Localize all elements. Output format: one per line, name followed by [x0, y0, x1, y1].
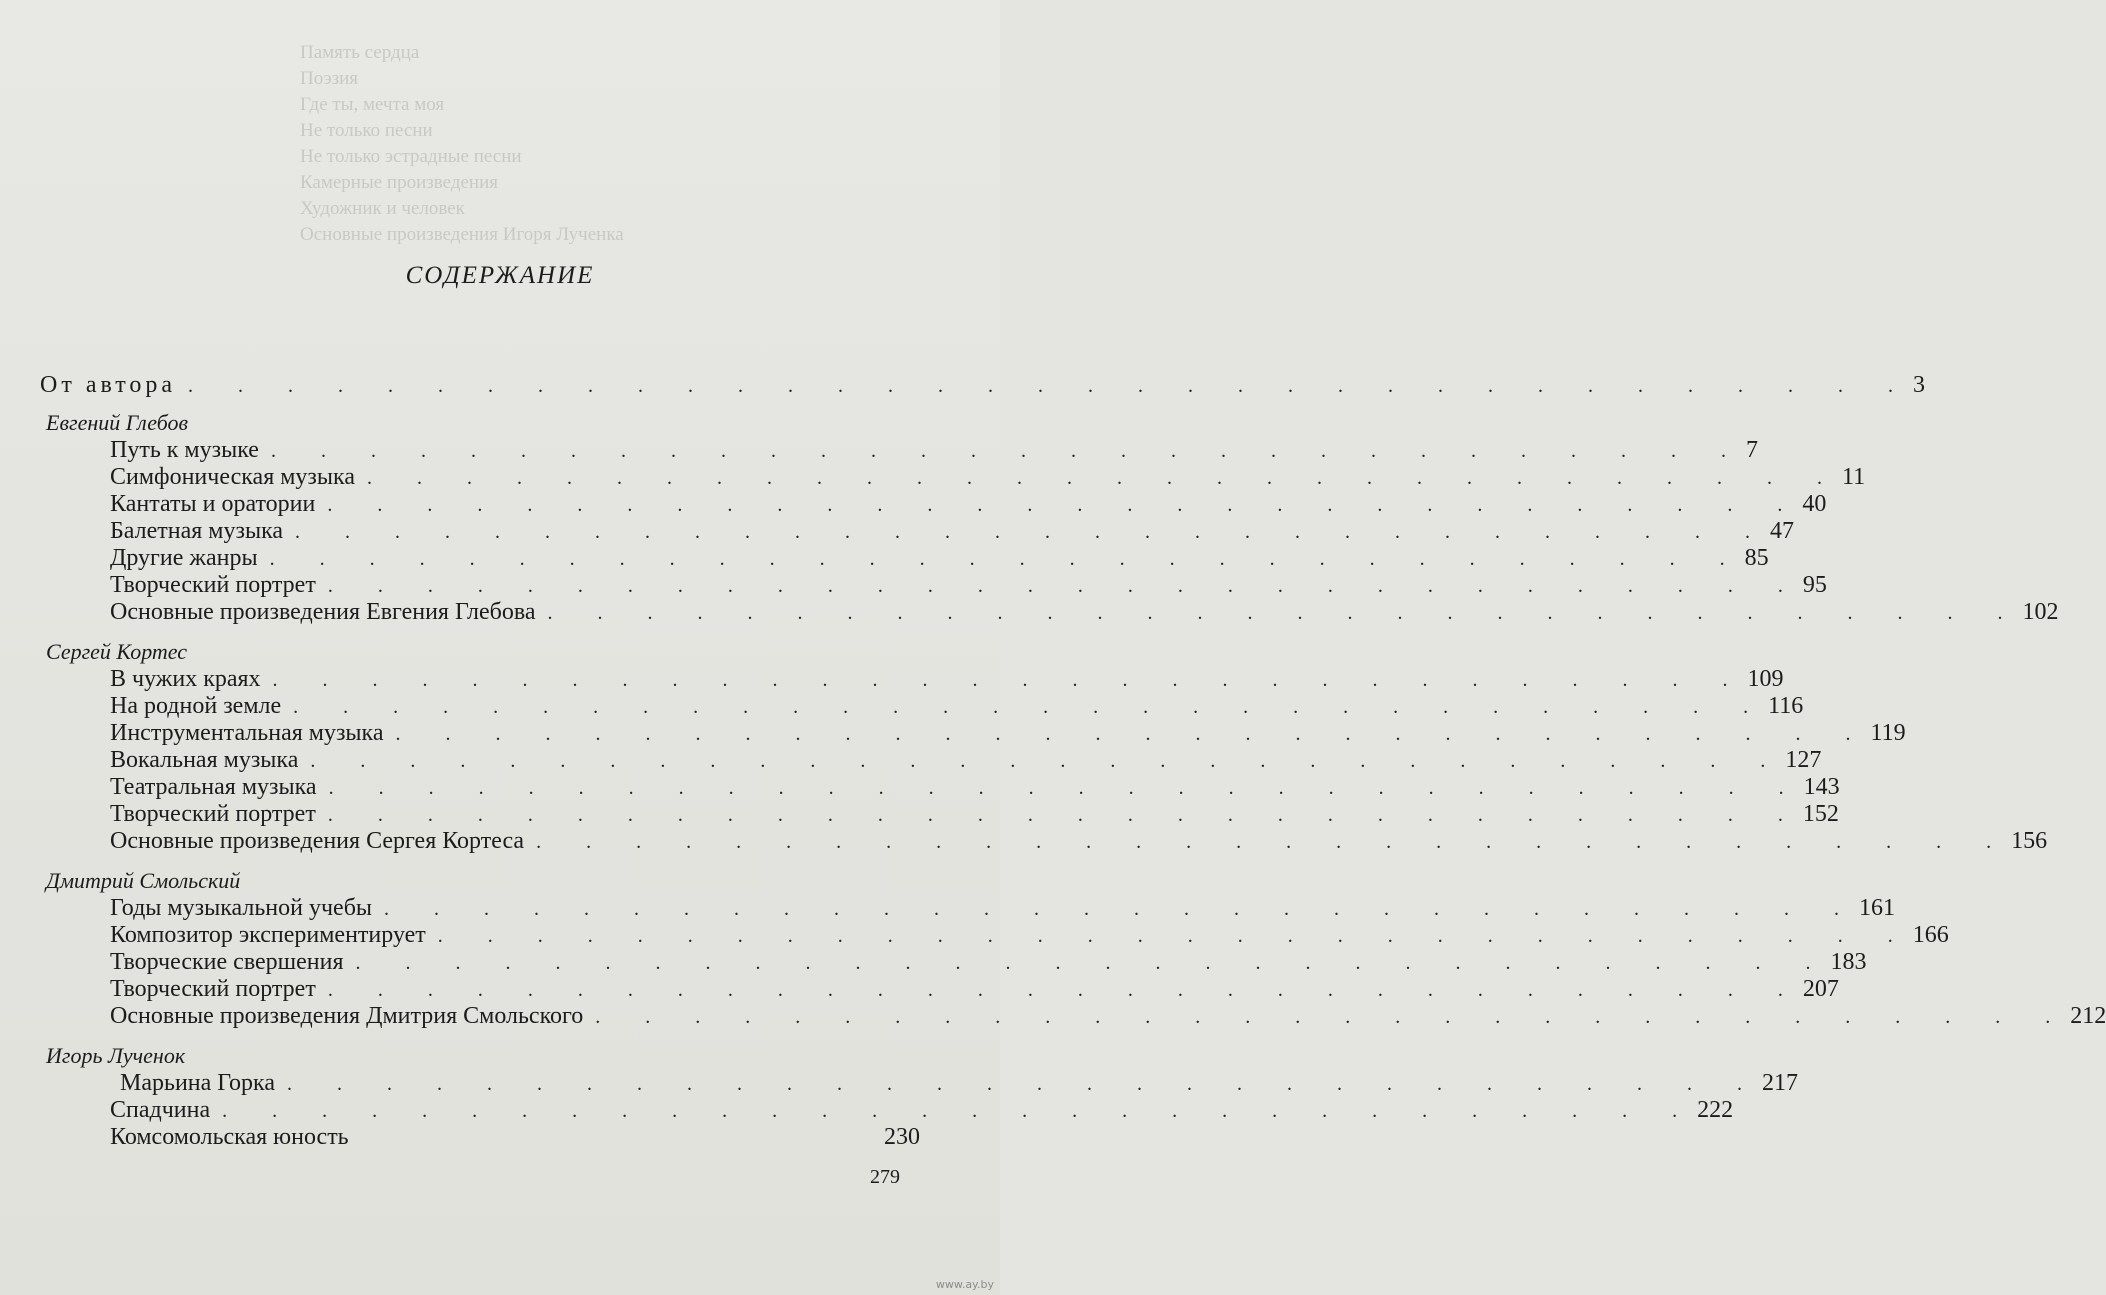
- toc-entry: [40, 666, 1784, 693]
- page-number: 279: [870, 1166, 900, 1188]
- leader-dots: . . . . . . . . . . . . . . . . . . . . . . . . . . . . . .: [395, 723, 1871, 745]
- leader-dots: . . . . . . . . . . . . . . . . . . . . . . . . . . . . . .: [355, 952, 1831, 974]
- toc-entry-page: 109: [1747, 666, 1784, 692]
- toc-entry-label: Симфоническая музыка: [110, 464, 355, 490]
- toc-entry-page: 116: [1768, 693, 1804, 719]
- toc-entry-label: На родной земле: [110, 693, 282, 719]
- toc-entry-label: Основные произведения Евгения Глебова: [110, 599, 536, 625]
- section-author: Дмитрий Смольский: [46, 868, 241, 893]
- toc-entry: [40, 720, 1906, 747]
- toc-entry: [40, 828, 2048, 855]
- toc-entry: [40, 437, 1758, 464]
- leader-dots: . . . . . . . . . . . . . . . . . . . . . . . . . . . . . .: [293, 696, 1769, 718]
- toc-entry-page: 207: [1802, 976, 1839, 1002]
- leader-dots: . . . . . . . . . . . . . . . . . . . . . . . . . . . . . .: [327, 494, 1803, 516]
- leader-dots: . . . . . . . . . . . . . . . . . . . . . . . . . . . . . .: [269, 548, 1745, 570]
- toc-entry: [40, 1124, 920, 1150]
- toc-entry-page: 222: [1697, 1097, 1734, 1123]
- toc-entry-label: Основные произведения Сергея Кортеса: [110, 828, 525, 854]
- toc-entry: [40, 491, 1827, 518]
- toc-entry: [40, 599, 2059, 626]
- toc-entry-page: 7: [1745, 437, 1758, 463]
- toc-entry-label: Балетная музыка: [110, 518, 284, 544]
- leader-dots: . . . . . . . . . . . . . . . . . . . . . . . . . . . . . .: [287, 1073, 1762, 1095]
- toc-entry-label: Театральная музыка: [110, 774, 317, 800]
- leader-dots: . . . . . . . . . . . . . . . . . . . . . . . . . . . . . .: [384, 898, 1860, 920]
- toc-entry-label: Творческие свершения: [110, 949, 344, 975]
- toc-entry: [40, 464, 1866, 491]
- toc-entry: [40, 518, 1795, 545]
- leader-dots: . . . . . . . . . . . . . . . . . . . . . . . . . . . . . .: [270, 440, 1746, 462]
- leader-dots: . . . . . . . . . . . . . . . . . . . . . . . . . . . . . .: [366, 467, 1842, 489]
- toc-entry-label: Годы музыкальной учебы: [110, 895, 373, 921]
- toc-entry-page: 230: [884, 1124, 920, 1150]
- toc-intro-row: [40, 372, 1926, 399]
- leader-dots: . . . . . . . . . . . . . . . . . . . . . . . . . . . . . .: [327, 979, 1803, 1001]
- toc-entry: [40, 545, 1769, 572]
- toc-entry-label: Творческий портрет: [110, 976, 316, 1002]
- toc-entry-label: Композитор экспериментирует: [110, 922, 426, 948]
- ghost-line: Память сердца: [300, 42, 420, 63]
- toc-intro-page: 3: [1913, 372, 1926, 398]
- toc-entry-page: 47: [1770, 518, 1795, 544]
- leader-dots: . . . . . . . . . . . . . . . . . . . . . . . . . . . . . .: [437, 925, 1913, 947]
- ghost-line: Поэзия: [300, 68, 359, 89]
- toc-entry: [40, 922, 1949, 949]
- toc-entry-page: 152: [1802, 801, 1839, 827]
- toc-entry-label: Комсомольская юность: [110, 1124, 349, 1150]
- toc-entry-page: 143: [1803, 774, 1840, 800]
- toc-entry: [40, 949, 1867, 976]
- toc-entry-label: Другие жанры: [110, 545, 258, 571]
- toc-entry-page: 85: [1744, 545, 1769, 571]
- toc-entry-label: Спадчина: [110, 1097, 211, 1123]
- toc-entry-label: Творческий портрет: [110, 801, 316, 827]
- ghost-line: Художник и человек: [300, 198, 465, 219]
- toc-entry-page: 11: [1841, 464, 1866, 490]
- ghost-line: Камерные произведения: [300, 172, 498, 193]
- toc-entry-page: 161: [1859, 895, 1896, 921]
- leader-dots: . . . . . . . . . . . . . . . . . . . . . . . . . . . . . .: [536, 831, 2012, 853]
- ghost-line: Не только песни: [300, 120, 433, 141]
- toc-entry-page: 217: [1762, 1070, 1798, 1096]
- leader-dots: . . . . . . . . . . . . . . . . . . . . . . . . . . . . . . . . . . .: [188, 375, 1914, 397]
- toc-entry-label: Творческий портрет: [110, 572, 316, 598]
- leader-dots: . . . . . . . . . . . . . . . . . . . . . . . . . . . . . .: [595, 1006, 2071, 1028]
- leader-dots: . . . . . . . . . . . . . . . . . . . . . . . . . . . . . .: [222, 1100, 1698, 1122]
- toc-entry: [40, 1097, 1734, 1124]
- toc-entry-page: 166: [1912, 922, 1949, 948]
- toc-entry-page: 156: [2011, 828, 2048, 854]
- toc-entry: [40, 693, 1804, 720]
- section-author: Сергей Кортес: [46, 639, 188, 664]
- toc-entry: [40, 895, 1896, 922]
- section-author: Евгений Глебов: [46, 410, 189, 435]
- toc-entry: [40, 1070, 1798, 1097]
- ghost-line: Основные произведения Игоря Лученка: [300, 224, 624, 245]
- section-author: Игорь Лученок: [46, 1043, 186, 1068]
- toc-entry-label: Марьина Горка: [120, 1070, 275, 1096]
- ghost-line: Не только эстрадные песни: [300, 146, 522, 167]
- toc-entry-label: Основные произведения Дмитрия Смольского: [110, 1003, 584, 1029]
- leader-dots: . . . . . . . . . . . . . . . . . . . . . . . . . . . . . .: [328, 777, 1804, 799]
- toc-entry-label: Путь к музыке: [110, 437, 259, 463]
- toc-entry-label: Вокальная музыка: [110, 747, 299, 773]
- toc-entry-label: Кантаты и оратории: [110, 491, 316, 517]
- toc-entry-page: 95: [1802, 572, 1827, 598]
- toc-entry-page: 127: [1785, 747, 1822, 773]
- table-of-contents: [40, 372, 2106, 1150]
- toc-entry-page: 40: [1802, 491, 1827, 517]
- leader-dots: . . . . . . . . . . . . . . . . . . . . . . . . . . . . . .: [295, 521, 1771, 543]
- show-through-text: [300, 40, 1000, 248]
- toc-entry-page: 119: [1870, 720, 1906, 746]
- toc-entry: [40, 976, 1839, 1003]
- toc-entry: [40, 747, 1822, 774]
- leader-dots: . . . . . . . . . . . . . . . . . . . . . . . . . . . . . .: [327, 575, 1803, 597]
- toc-entry: [40, 801, 1839, 828]
- watermark: www.ay.by: [935, 1278, 994, 1291]
- leader-dots: . . . . . . . . . . . . . . . . . . . . . . . . . . . . . .: [547, 602, 2023, 624]
- leader-dots: . . . . . . . . . . . . . . . . . . . . . . . . . . . . . .: [327, 804, 1803, 826]
- leader-dots: . . . . . . . . . . . . . . . . . . . . . . . . . . . . . .: [272, 669, 1748, 691]
- toc-entry-page: 212: [2070, 1003, 2106, 1029]
- toc-entry-label: Инструментальная музыка: [110, 720, 384, 746]
- toc-entry-label: В чужих краях: [110, 666, 261, 692]
- ghost-line: Где ты, мечта моя: [300, 94, 445, 115]
- toc-entry-page: 102: [2022, 599, 2059, 625]
- toc-entry: [40, 1003, 2106, 1030]
- leader-dots: . . . . . . . . . . . . . . . . . . . . . . . . . . . . . .: [310, 750, 1786, 772]
- toc-entry: [40, 572, 1827, 599]
- toc-entry: [40, 774, 1840, 801]
- toc-intro-label: От автора: [40, 372, 177, 398]
- toc-entry-page: 183: [1830, 949, 1867, 975]
- page-title: СОДЕРЖАНИЕ: [405, 262, 595, 289]
